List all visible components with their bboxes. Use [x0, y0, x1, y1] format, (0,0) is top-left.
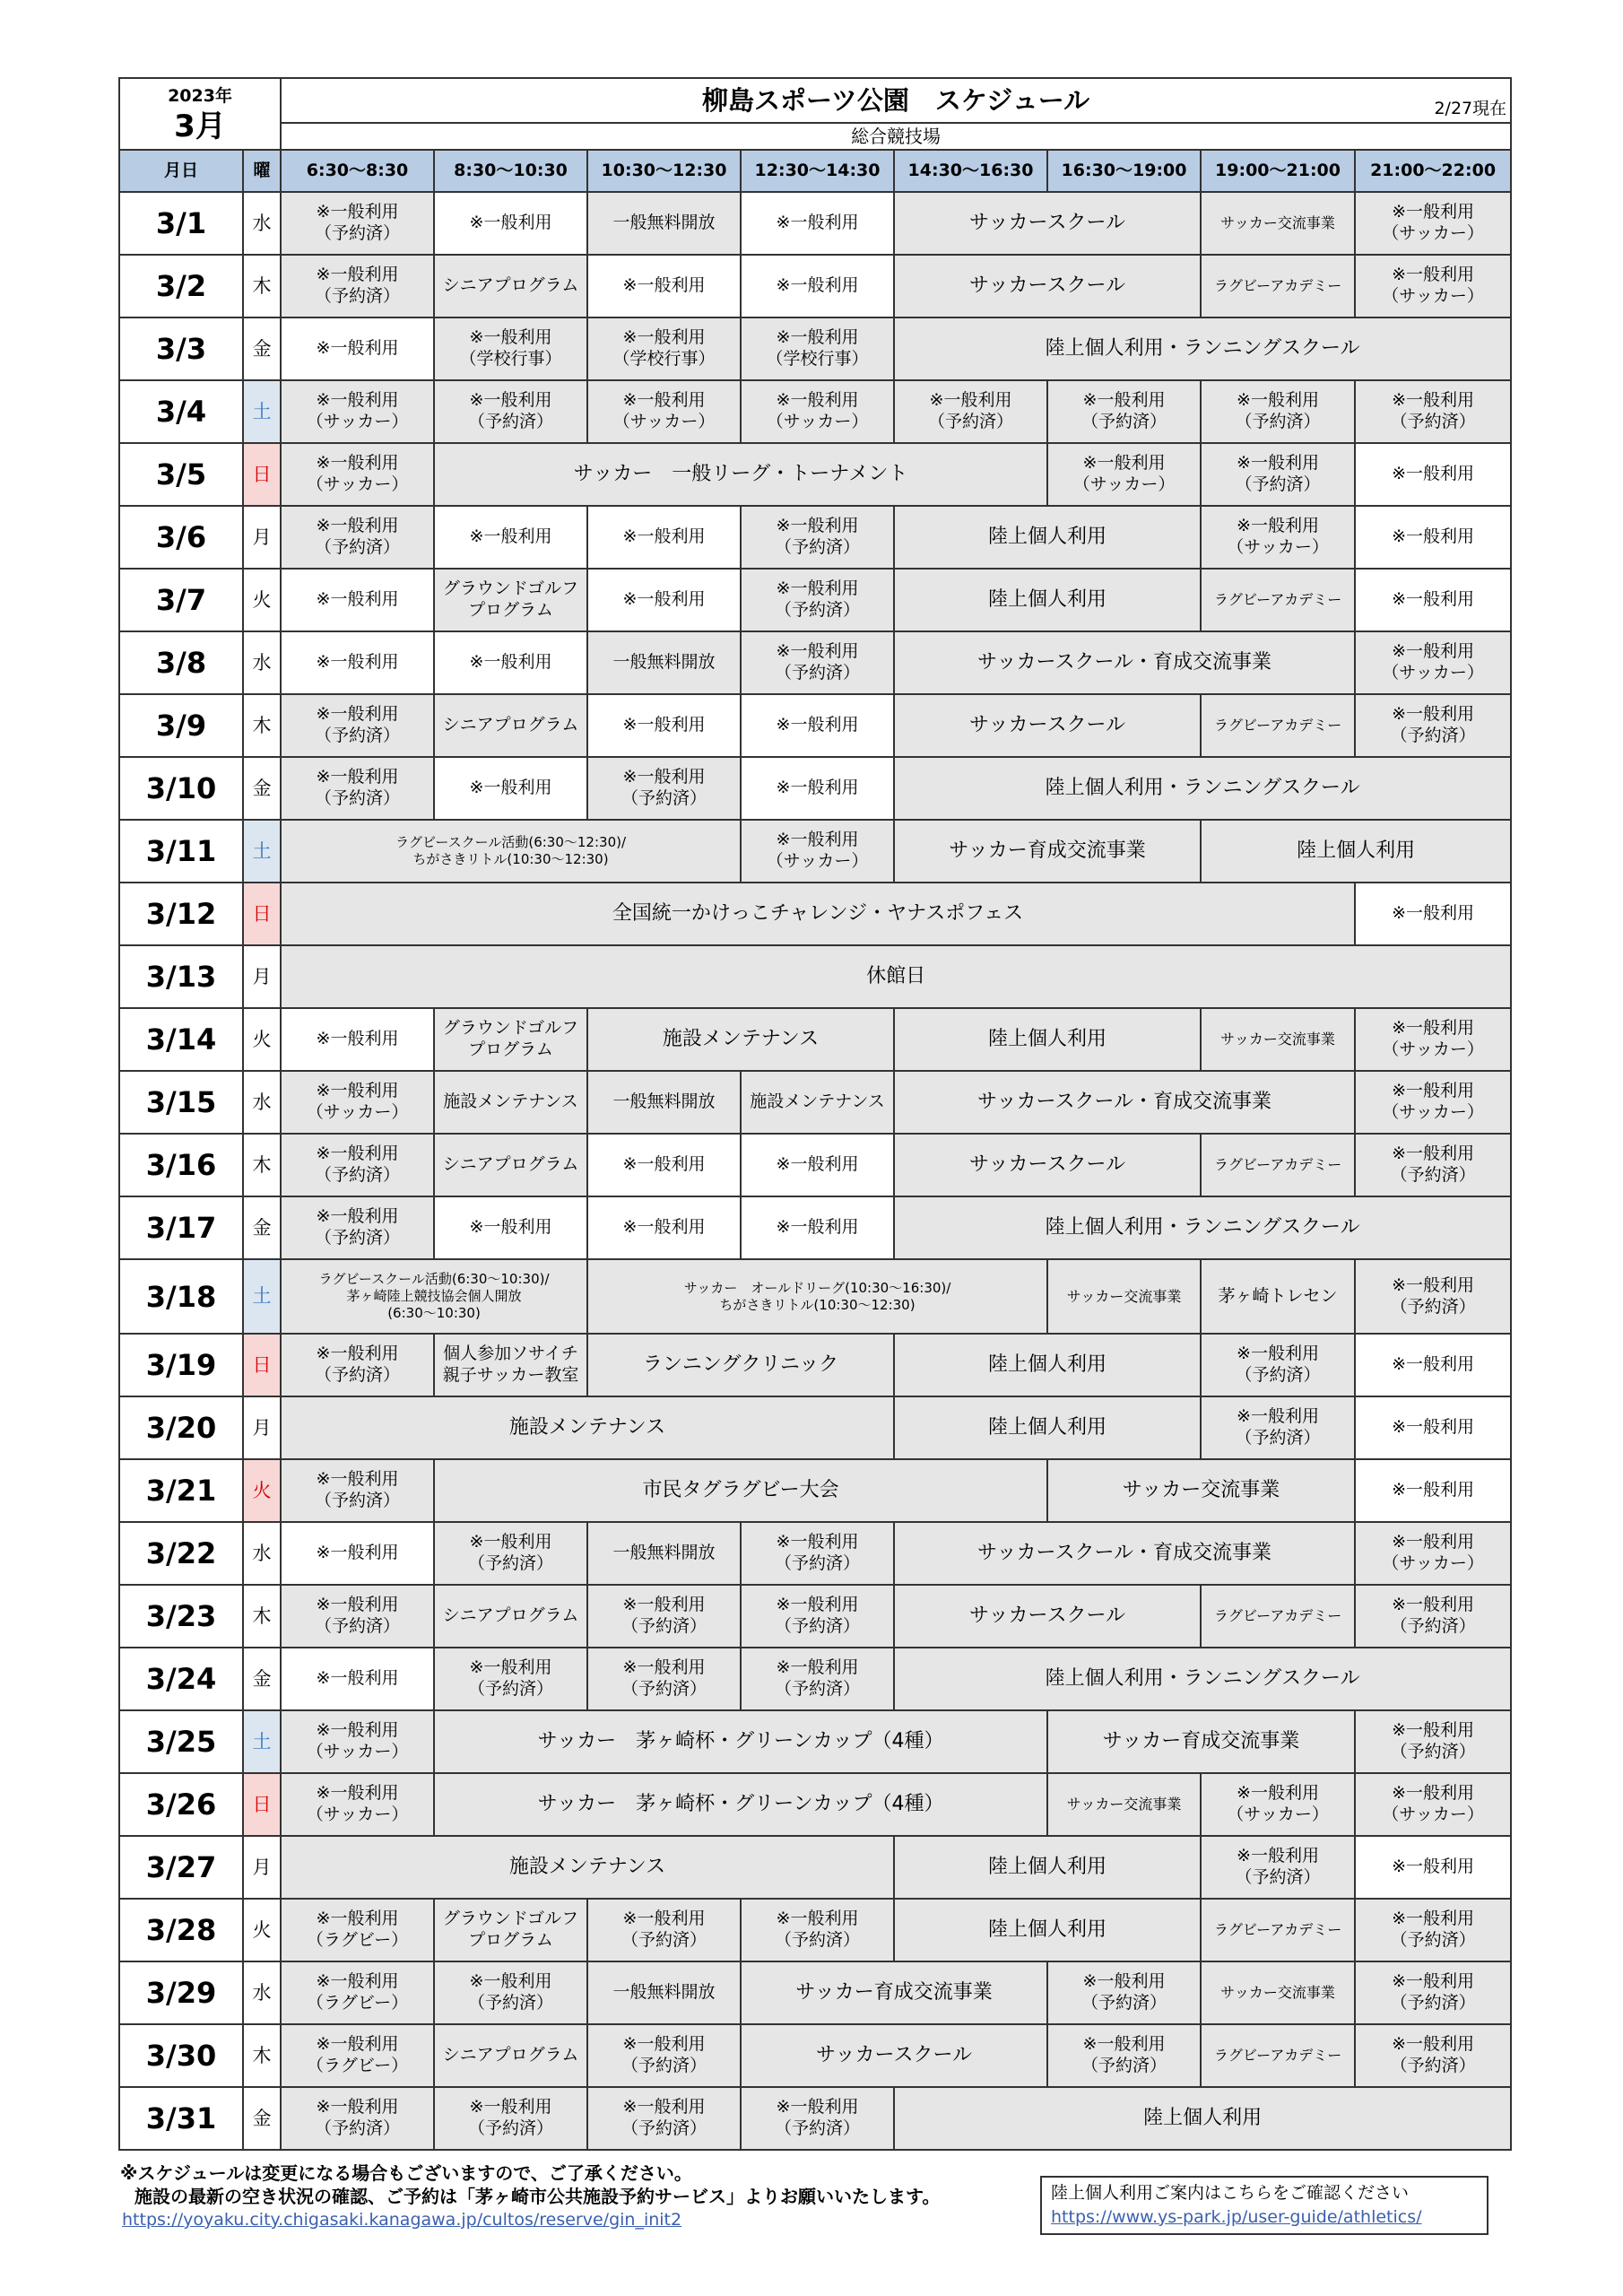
row-weekday: 金	[243, 317, 281, 380]
row-date: 3/8	[119, 631, 243, 694]
venue-name: 総合競技場	[281, 123, 1511, 150]
schedule-cell: サッカー育成交流事業	[741, 1961, 1047, 2024]
schedule-cell: ※一般利用 （予約済）	[741, 1899, 894, 1961]
schedule-cell: サッカー交流事業	[1047, 1259, 1201, 1334]
schedule-cell: ※一般利用 （予約済）	[281, 255, 434, 317]
schedule-cell: グラウンドゴルフ プログラム	[434, 1008, 587, 1071]
schedule-cell: ※一般利用	[741, 192, 894, 255]
row-date: 3/3	[119, 317, 243, 380]
header-slot: 16:30～19:00	[1047, 150, 1201, 192]
schedule-row	[119, 1334, 1511, 1396]
row-weekday: 土	[243, 1259, 281, 1334]
schedule-cell: シニアプログラム	[434, 694, 587, 757]
schedule-cell: ※一般利用	[741, 1134, 894, 1196]
schedule-cell: ※一般利用 （予約済）	[1355, 694, 1511, 757]
schedule-cell: シニアプログラム	[434, 1585, 587, 1648]
schedule-cell: ※一般利用	[281, 1008, 434, 1071]
schedule-cell: ※一般利用	[434, 506, 587, 569]
schedule-cell: サッカースクール・育成交流事業	[894, 631, 1355, 694]
row-weekday: 火	[243, 1008, 281, 1071]
schedule-cell: ※一般利用 （予約済）	[587, 1585, 741, 1648]
schedule-cell: ※一般利用 （予約済）	[281, 1334, 434, 1396]
row-date: 3/16	[119, 1134, 243, 1196]
schedule-cell: ※一般利用 （予約済）	[741, 2087, 894, 2150]
year: 2023年	[168, 85, 232, 106]
schedule-cell: サッカー 一般リーグ・トーナメント	[434, 443, 1047, 506]
schedule-cell: ※一般利用	[741, 1196, 894, 1259]
row-date: 3/20	[119, 1396, 243, 1459]
row-weekday: 水	[243, 1071, 281, 1134]
schedule-row	[119, 1773, 1511, 1836]
schedule-cell: ※一般利用 （予約済）	[281, 757, 434, 820]
schedule-cell: 陸上個人利用	[894, 1396, 1201, 1459]
schedule-cell: ※一般利用 （予約済）	[281, 1459, 434, 1522]
footer-notes	[120, 2161, 940, 2208]
row-date: 3/27	[119, 1836, 243, 1899]
schedule-row	[119, 506, 1511, 569]
row-weekday: 木	[243, 694, 281, 757]
athletics-info-text: 陸上個人利用ご案内はこちらをご確認ください	[1051, 2183, 1410, 2203]
schedule-cell: ※一般利用 （サッカー）	[1047, 443, 1201, 506]
header-slot: 6:30～8:30	[281, 150, 434, 192]
schedule-row	[119, 883, 1511, 945]
row-date: 3/4	[119, 380, 243, 443]
schedule-cell: 陸上個人利用・ランニングスクール	[894, 757, 1511, 820]
schedule-cell: ※一般利用 （予約済）	[894, 380, 1047, 443]
header-dow: 曜	[243, 150, 281, 192]
schedule-cell: ※一般利用 （予約済）	[587, 757, 741, 820]
row-weekday: 土	[243, 1710, 281, 1773]
schedule-cell: ラグビースクール活動(6:30～12:30)/ ちがさきリトル(10:30～12:30)	[281, 820, 741, 883]
schedule-cell: ※一般利用 （予約済）	[741, 1585, 894, 1648]
schedule-cell: 一般無料開放	[587, 631, 741, 694]
schedule-cell: ※一般利用 （ラグビー）	[281, 1961, 434, 2024]
row-weekday: 金	[243, 1648, 281, 1710]
schedule-cell: ※一般利用 （予約済）	[587, 1899, 741, 1961]
schedule-cell: ※一般利用	[434, 631, 587, 694]
schedule-cell: グラウンドゴルフ プログラム	[434, 569, 587, 631]
schedule-row	[119, 694, 1511, 757]
schedule-cell: ※一般利用	[434, 192, 587, 255]
schedule-cell: ※一般利用 （サッカー）	[281, 1071, 434, 1134]
athletics-info-box	[1040, 2176, 1488, 2235]
row-weekday: 月	[243, 945, 281, 1008]
row-weekday: 月	[243, 506, 281, 569]
row-weekday: 土	[243, 380, 281, 443]
schedule-cell: ※一般利用	[741, 255, 894, 317]
row-weekday: 水	[243, 192, 281, 255]
row-weekday: 木	[243, 1134, 281, 1196]
row-weekday: 日	[243, 1773, 281, 1836]
schedule-cell: ※一般利用	[281, 1522, 434, 1585]
schedule-cell: ※一般利用	[741, 694, 894, 757]
schedule-cell: ※一般利用	[1355, 883, 1511, 945]
row-date: 3/26	[119, 1773, 243, 1836]
schedule-cell: ※一般利用 （サッカー）	[587, 380, 741, 443]
month: 3月	[174, 108, 226, 144]
row-date: 3/9	[119, 694, 243, 757]
row-weekday: 土	[243, 820, 281, 883]
schedule-cell: ※一般利用 （予約済）	[1047, 380, 1201, 443]
schedule-cell: ※一般利用 （予約済）	[741, 1648, 894, 1710]
schedule-cell: ※一般利用	[1355, 569, 1511, 631]
schedule-cell: ラグビーアカデミー	[1201, 569, 1355, 631]
schedule-cell: サッカー育成交流事業	[894, 820, 1201, 883]
footer-note-2: 施設の最新の空き状況の確認、ご予約は「茅ヶ崎市公共施設予約サービス」よりお願いいたします。	[135, 2186, 941, 2207]
schedule-row	[119, 1836, 1511, 1899]
schedule-row	[119, 2024, 1511, 2087]
schedule-cell: ※一般利用 （予約済）	[1355, 2024, 1511, 2087]
schedule-row	[119, 569, 1511, 631]
as-of-date: 2/27現在	[1434, 99, 1507, 119]
schedule-cell: ※一般利用	[1355, 1334, 1511, 1396]
footer-note-1: ※スケジュールは変更になる場合もございますので、ご了承ください。	[120, 2162, 692, 2184]
schedule-cell: サッカー交流事業	[1047, 1459, 1355, 1522]
header-slot: 8:30～10:30	[434, 150, 587, 192]
schedule-cell: ※一般利用 （予約済）	[434, 1522, 587, 1585]
row-weekday: 水	[243, 1961, 281, 2024]
schedule-cell: ※一般利用	[587, 1134, 741, 1196]
schedule-cell: ※一般利用	[1355, 1396, 1511, 1459]
row-date: 3/23	[119, 1585, 243, 1648]
schedule-cell: 茅ヶ崎トレセン	[1201, 1259, 1355, 1334]
schedule-cell: ※一般利用 （予約済）	[741, 1522, 894, 1585]
schedule-cell: 陸上個人利用・ランニングスクール	[894, 1196, 1511, 1259]
schedule-row	[119, 1134, 1511, 1196]
row-weekday: 日	[243, 443, 281, 506]
row-date: 3/15	[119, 1071, 243, 1134]
header-slot: 10:30～12:30	[587, 150, 741, 192]
schedule-cell: 一般無料開放	[587, 1522, 741, 1585]
schedule-cell: ※一般利用 （予約済）	[1201, 1396, 1355, 1459]
row-weekday: 日	[243, 1334, 281, 1396]
schedule-row	[119, 757, 1511, 820]
schedule-row	[119, 1710, 1511, 1773]
row-date: 3/14	[119, 1008, 243, 1071]
schedule-cell: 陸上個人利用	[894, 506, 1201, 569]
row-date: 3/28	[119, 1899, 243, 1961]
row-weekday: 月	[243, 1396, 281, 1459]
schedule-cell: ※一般利用 （サッカー）	[281, 380, 434, 443]
schedule-cell: ※一般利用 （サッカー）	[281, 1710, 434, 1773]
row-date: 3/21	[119, 1459, 243, 1522]
row-weekday: 水	[243, 1522, 281, 1585]
schedule-cell: ※一般利用 （予約済）	[281, 1134, 434, 1196]
row-date: 3/10	[119, 757, 243, 820]
row-date: 3/6	[119, 506, 243, 569]
schedule-cell: ラグビーアカデミー	[1201, 255, 1355, 317]
schedule-cell: ※一般利用 （サッカー）	[741, 380, 894, 443]
schedule-cell: ※一般利用 （予約済）	[434, 1648, 587, 1710]
schedule-table	[118, 77, 1512, 2151]
schedule-cell: ※一般利用 （サッカー）	[741, 820, 894, 883]
schedule-cell: ※一般利用 （サッカー）	[1355, 631, 1511, 694]
schedule-cell: 陸上個人利用	[894, 1836, 1201, 1899]
row-weekday: 火	[243, 1459, 281, 1522]
schedule-cell: ※一般利用 （予約済）	[1201, 1836, 1355, 1899]
schedule-cell: 陸上個人利用	[894, 1008, 1201, 1071]
schedule-cell: ※一般利用 （予約済）	[587, 2024, 741, 2087]
schedule-cell: ※一般利用 （予約済）	[1355, 1259, 1511, 1334]
schedule-cell: 一般無料開放	[587, 192, 741, 255]
row-weekday: 木	[243, 2024, 281, 2087]
schedule-row	[119, 192, 1511, 255]
schedule-cell: ラグビーアカデミー	[1201, 2024, 1355, 2087]
schedule-row	[119, 1196, 1511, 1259]
schedule-cell: ※一般利用 （予約済）	[1201, 380, 1355, 443]
schedule-cell: ※一般利用	[1355, 1459, 1511, 1522]
schedule-cell: 陸上個人利用・ランニングスクール	[894, 1648, 1511, 1710]
schedule-cell: サッカースクール	[894, 255, 1201, 317]
schedule-cell: サッカー交流事業	[1201, 192, 1355, 255]
schedule-row	[119, 1961, 1511, 2024]
schedule-cell: ※一般利用 （予約済）	[741, 506, 894, 569]
schedule-cell: ※一般利用	[587, 694, 741, 757]
schedule-cell: ※一般利用 （予約済）	[1355, 1710, 1511, 1773]
schedule-cell: ※一般利用 （サッカー）	[1201, 1773, 1355, 1836]
schedule-row	[119, 1259, 1511, 1334]
schedule-cell: 一般無料開放	[587, 1961, 741, 2024]
header-slot: 19:00～21:00	[1201, 150, 1355, 192]
schedule-cell: ※一般利用	[1355, 443, 1511, 506]
row-date: 3/22	[119, 1522, 243, 1585]
row-weekday: 月	[243, 1836, 281, 1899]
schedule-cell: 個人参加ソサイチ 親子サッカー教室	[434, 1334, 587, 1396]
schedule-cell: 全国統一かけっこチャレンジ・ヤナスポフェス	[281, 883, 1355, 945]
schedule-cell: ※一般利用 （予約済）	[1355, 1961, 1511, 2024]
schedule-row	[119, 1071, 1511, 1134]
schedule-cell: ※一般利用 （予約済）	[1355, 1134, 1511, 1196]
schedule-cell: サッカースクール	[894, 192, 1201, 255]
schedule-cell: ※一般利用 （予約済）	[1047, 1961, 1201, 2024]
row-date: 3/17	[119, 1196, 243, 1259]
schedule-cell: ※一般利用 （予約済）	[587, 2087, 741, 2150]
schedule-cell: ※一般利用 （ラグビー）	[281, 1899, 434, 1961]
schedule-cell: サッカー 茅ヶ崎杯・グリーンカップ（4種）	[434, 1773, 1047, 1836]
schedule-cell: ※一般利用 （サッカー）	[1355, 1071, 1511, 1134]
schedule-cell: 一般無料開放	[587, 1071, 741, 1134]
row-date: 3/7	[119, 569, 243, 631]
schedule-cell: ラグビーアカデミー	[1201, 1134, 1355, 1196]
schedule-cell: ※一般利用	[587, 255, 741, 317]
schedule-cell: ラグビースクール活動(6:30～10:30)/ 茅ヶ崎陸上競技協会個人開放 (6:30～10:30)	[281, 1259, 587, 1334]
schedule-cell: サッカースクール・育成交流事業	[894, 1071, 1355, 1134]
column-header-row	[119, 150, 1511, 192]
schedule-cell: 施設メンテナンス	[281, 1396, 894, 1459]
schedule-cell: ※一般利用	[587, 506, 741, 569]
schedule-cell: ※一般利用 （サッカー）	[1355, 1522, 1511, 1585]
schedule-row	[119, 1648, 1511, 1710]
schedule-cell: 陸上個人利用	[894, 569, 1201, 631]
schedule-cell: 施設メンテナンス	[587, 1008, 894, 1071]
schedule-cell: サッカー 茅ヶ崎杯・グリーンカップ（4種）	[434, 1710, 1047, 1773]
schedule-cell: ※一般利用 （予約済）	[434, 2087, 587, 2150]
schedule-row	[119, 380, 1511, 443]
schedule-row	[119, 820, 1511, 883]
row-date: 3/18	[119, 1259, 243, 1334]
schedule-cell: ※一般利用	[281, 317, 434, 380]
row-weekday: 水	[243, 631, 281, 694]
row-weekday: 火	[243, 1899, 281, 1961]
schedule-row	[119, 1585, 1511, 1648]
schedule-cell: ※一般利用 （サッカー）	[281, 1773, 434, 1836]
schedule-cell: ※一般利用	[281, 631, 434, 694]
schedule-cell: ※一般利用 （予約済）	[434, 380, 587, 443]
row-date: 3/29	[119, 1961, 243, 2024]
reservation-link[interactable]: https://yoyaku.city.chigasaki.kanagawa.jp/cultos/reserve/gin_init2	[122, 2210, 682, 2230]
schedule-cell: サッカースクール	[894, 1134, 1201, 1196]
schedule-row	[119, 1459, 1511, 1522]
schedule-cell: ※一般利用 （サッカー）	[1355, 192, 1511, 255]
schedule-cell: ※一般利用 （予約済）	[1201, 443, 1355, 506]
schedule-cell: ※一般利用 （学校行事）	[741, 317, 894, 380]
schedule-cell: ※一般利用 （学校行事）	[587, 317, 741, 380]
header-date: 月日	[119, 150, 243, 192]
row-date: 3/24	[119, 1648, 243, 1710]
schedule-cell: ※一般利用 （ラグビー）	[281, 2024, 434, 2087]
schedule-cell: サッカースクール	[741, 2024, 1047, 2087]
schedule-cell: ※一般利用	[434, 757, 587, 820]
row-weekday: 金	[243, 1196, 281, 1259]
schedule-cell: 施設メンテナンス	[281, 1836, 894, 1899]
schedule-cell: ※一般利用 （サッカー）	[1355, 1773, 1511, 1836]
row-date: 3/30	[119, 2024, 243, 2087]
schedule-cell: サッカー交流事業	[1201, 1961, 1355, 2024]
row-date: 3/13	[119, 945, 243, 1008]
row-weekday: 金	[243, 2087, 281, 2150]
schedule-row	[119, 317, 1511, 380]
row-date: 3/2	[119, 255, 243, 317]
title-cell	[281, 78, 1511, 123]
schedule-cell: ラグビーアカデミー	[1201, 1899, 1355, 1961]
schedule-cell: ※一般利用 （サッカー）	[281, 443, 434, 506]
schedule-row	[119, 631, 1511, 694]
schedule-cell: シニアプログラム	[434, 2024, 587, 2087]
schedule-cell: ※一般利用 （サッカー）	[1355, 255, 1511, 317]
schedule-cell: ※一般利用 （予約済）	[281, 1585, 434, 1648]
row-date: 3/5	[119, 443, 243, 506]
schedule-cell: 陸上個人利用・ランニングスクール	[894, 317, 1511, 380]
schedule-cell: ※一般利用 （学校行事）	[434, 317, 587, 380]
schedule-cell: ※一般利用 （予約済）	[1355, 380, 1511, 443]
schedule-cell: シニアプログラム	[434, 255, 587, 317]
schedule-row	[119, 2087, 1511, 2150]
row-weekday: 木	[243, 1585, 281, 1648]
schedule-cell: ※一般利用	[587, 1196, 741, 1259]
schedule-cell: 施設メンテナンス	[741, 1071, 894, 1134]
schedule-cell: ※一般利用 （予約済）	[281, 192, 434, 255]
schedule-cell: ※一般利用 （予約済）	[741, 631, 894, 694]
schedule-cell: サッカースクール	[894, 1585, 1201, 1648]
schedule-row	[119, 1008, 1511, 1071]
schedule-cell: 陸上個人利用	[894, 2087, 1511, 2150]
schedule-row	[119, 443, 1511, 506]
row-date: 3/1	[119, 192, 243, 255]
schedule-cell: ※一般利用 （予約済）	[1355, 1585, 1511, 1648]
schedule-cell: ※一般利用	[281, 569, 434, 631]
row-weekday: 火	[243, 569, 281, 631]
schedule-cell: グラウンドゴルフ プログラム	[434, 1899, 587, 1961]
schedule-cell: ※一般利用 （予約済）	[281, 506, 434, 569]
schedule-cell: ※一般利用	[1355, 506, 1511, 569]
schedule-cell: 陸上個人利用	[894, 1899, 1201, 1961]
schedule-cell: ラグビーアカデミー	[1201, 1585, 1355, 1648]
schedule-row	[119, 1899, 1511, 1961]
schedule-cell: シニアプログラム	[434, 1134, 587, 1196]
schedule-cell: ※一般利用 （予約済）	[587, 1648, 741, 1710]
row-date: 3/12	[119, 883, 243, 945]
schedule-cell: ※一般利用 （予約済）	[281, 1196, 434, 1259]
athletics-info-link[interactable]: https://www.ys-park.jp/user-guide/athletics/	[1051, 2206, 1422, 2227]
schedule-cell: サッカー交流事業	[1201, 1008, 1355, 1071]
schedule-cell: 陸上個人利用	[894, 1334, 1201, 1396]
schedule-row	[119, 1396, 1511, 1459]
row-date: 3/11	[119, 820, 243, 883]
row-date: 3/25	[119, 1710, 243, 1773]
schedule-cell: サッカー オールドリーグ(10:30～16:30)/ ちがさきリトル(10:30～12:30)	[587, 1259, 1047, 1334]
schedule-row	[119, 255, 1511, 317]
schedule-cell: ※一般利用	[587, 569, 741, 631]
row-date: 3/31	[119, 2087, 243, 2150]
schedule-cell: サッカー育成交流事業	[1047, 1710, 1355, 1773]
schedule-cell: サッカースクール・育成交流事業	[894, 1522, 1355, 1585]
schedule-cell: ※一般利用 （予約済）	[1201, 1334, 1355, 1396]
row-weekday: 木	[243, 255, 281, 317]
header-slot: 12:30～14:30	[741, 150, 894, 192]
schedule-cell: ※一般利用 （予約済）	[1047, 2024, 1201, 2087]
page-title: 柳島スポーツ公園 スケジュール	[702, 84, 1090, 116]
schedule-cell: ※一般利用 （予約済）	[281, 2087, 434, 2150]
schedule-row	[119, 945, 1511, 1008]
year-month	[119, 78, 281, 150]
row-date: 3/19	[119, 1334, 243, 1396]
schedule-cell: ランニングクリニック	[587, 1334, 894, 1396]
schedule-cell: 施設メンテナンス	[434, 1071, 587, 1134]
row-weekday: 日	[243, 883, 281, 945]
schedule-cell: ※一般利用 （サッカー）	[1201, 506, 1355, 569]
schedule-cell: ※一般利用 （予約済）	[741, 569, 894, 631]
schedule-cell: 陸上個人利用	[1201, 820, 1511, 883]
schedule-cell: サッカー交流事業	[1047, 1773, 1201, 1836]
schedule-row	[119, 1522, 1511, 1585]
schedule-cell: ※一般利用 （サッカー）	[1355, 1008, 1511, 1071]
schedule-cell: ※一般利用 （予約済）	[1355, 1899, 1511, 1961]
schedule-cell: ※一般利用	[1355, 1836, 1511, 1899]
schedule-cell: ※一般利用 （予約済）	[281, 694, 434, 757]
schedule-cell: ラグビーアカデミー	[1201, 694, 1355, 757]
schedule-cell: ※一般利用 （予約済）	[434, 1961, 587, 2024]
header-slot: 21:00～22:00	[1355, 150, 1511, 192]
schedule-cell: 市民タグラグビー大会	[434, 1459, 1047, 1522]
row-weekday: 金	[243, 757, 281, 820]
schedule-cell: ※一般利用	[281, 1648, 434, 1710]
schedule-cell: 休館日	[281, 945, 1511, 1008]
header-slot: 14:30～16:30	[894, 150, 1047, 192]
schedule-cell: ※一般利用	[434, 1196, 587, 1259]
schedule-cell: ※一般利用	[741, 757, 894, 820]
schedule-cell: サッカースクール	[894, 694, 1201, 757]
